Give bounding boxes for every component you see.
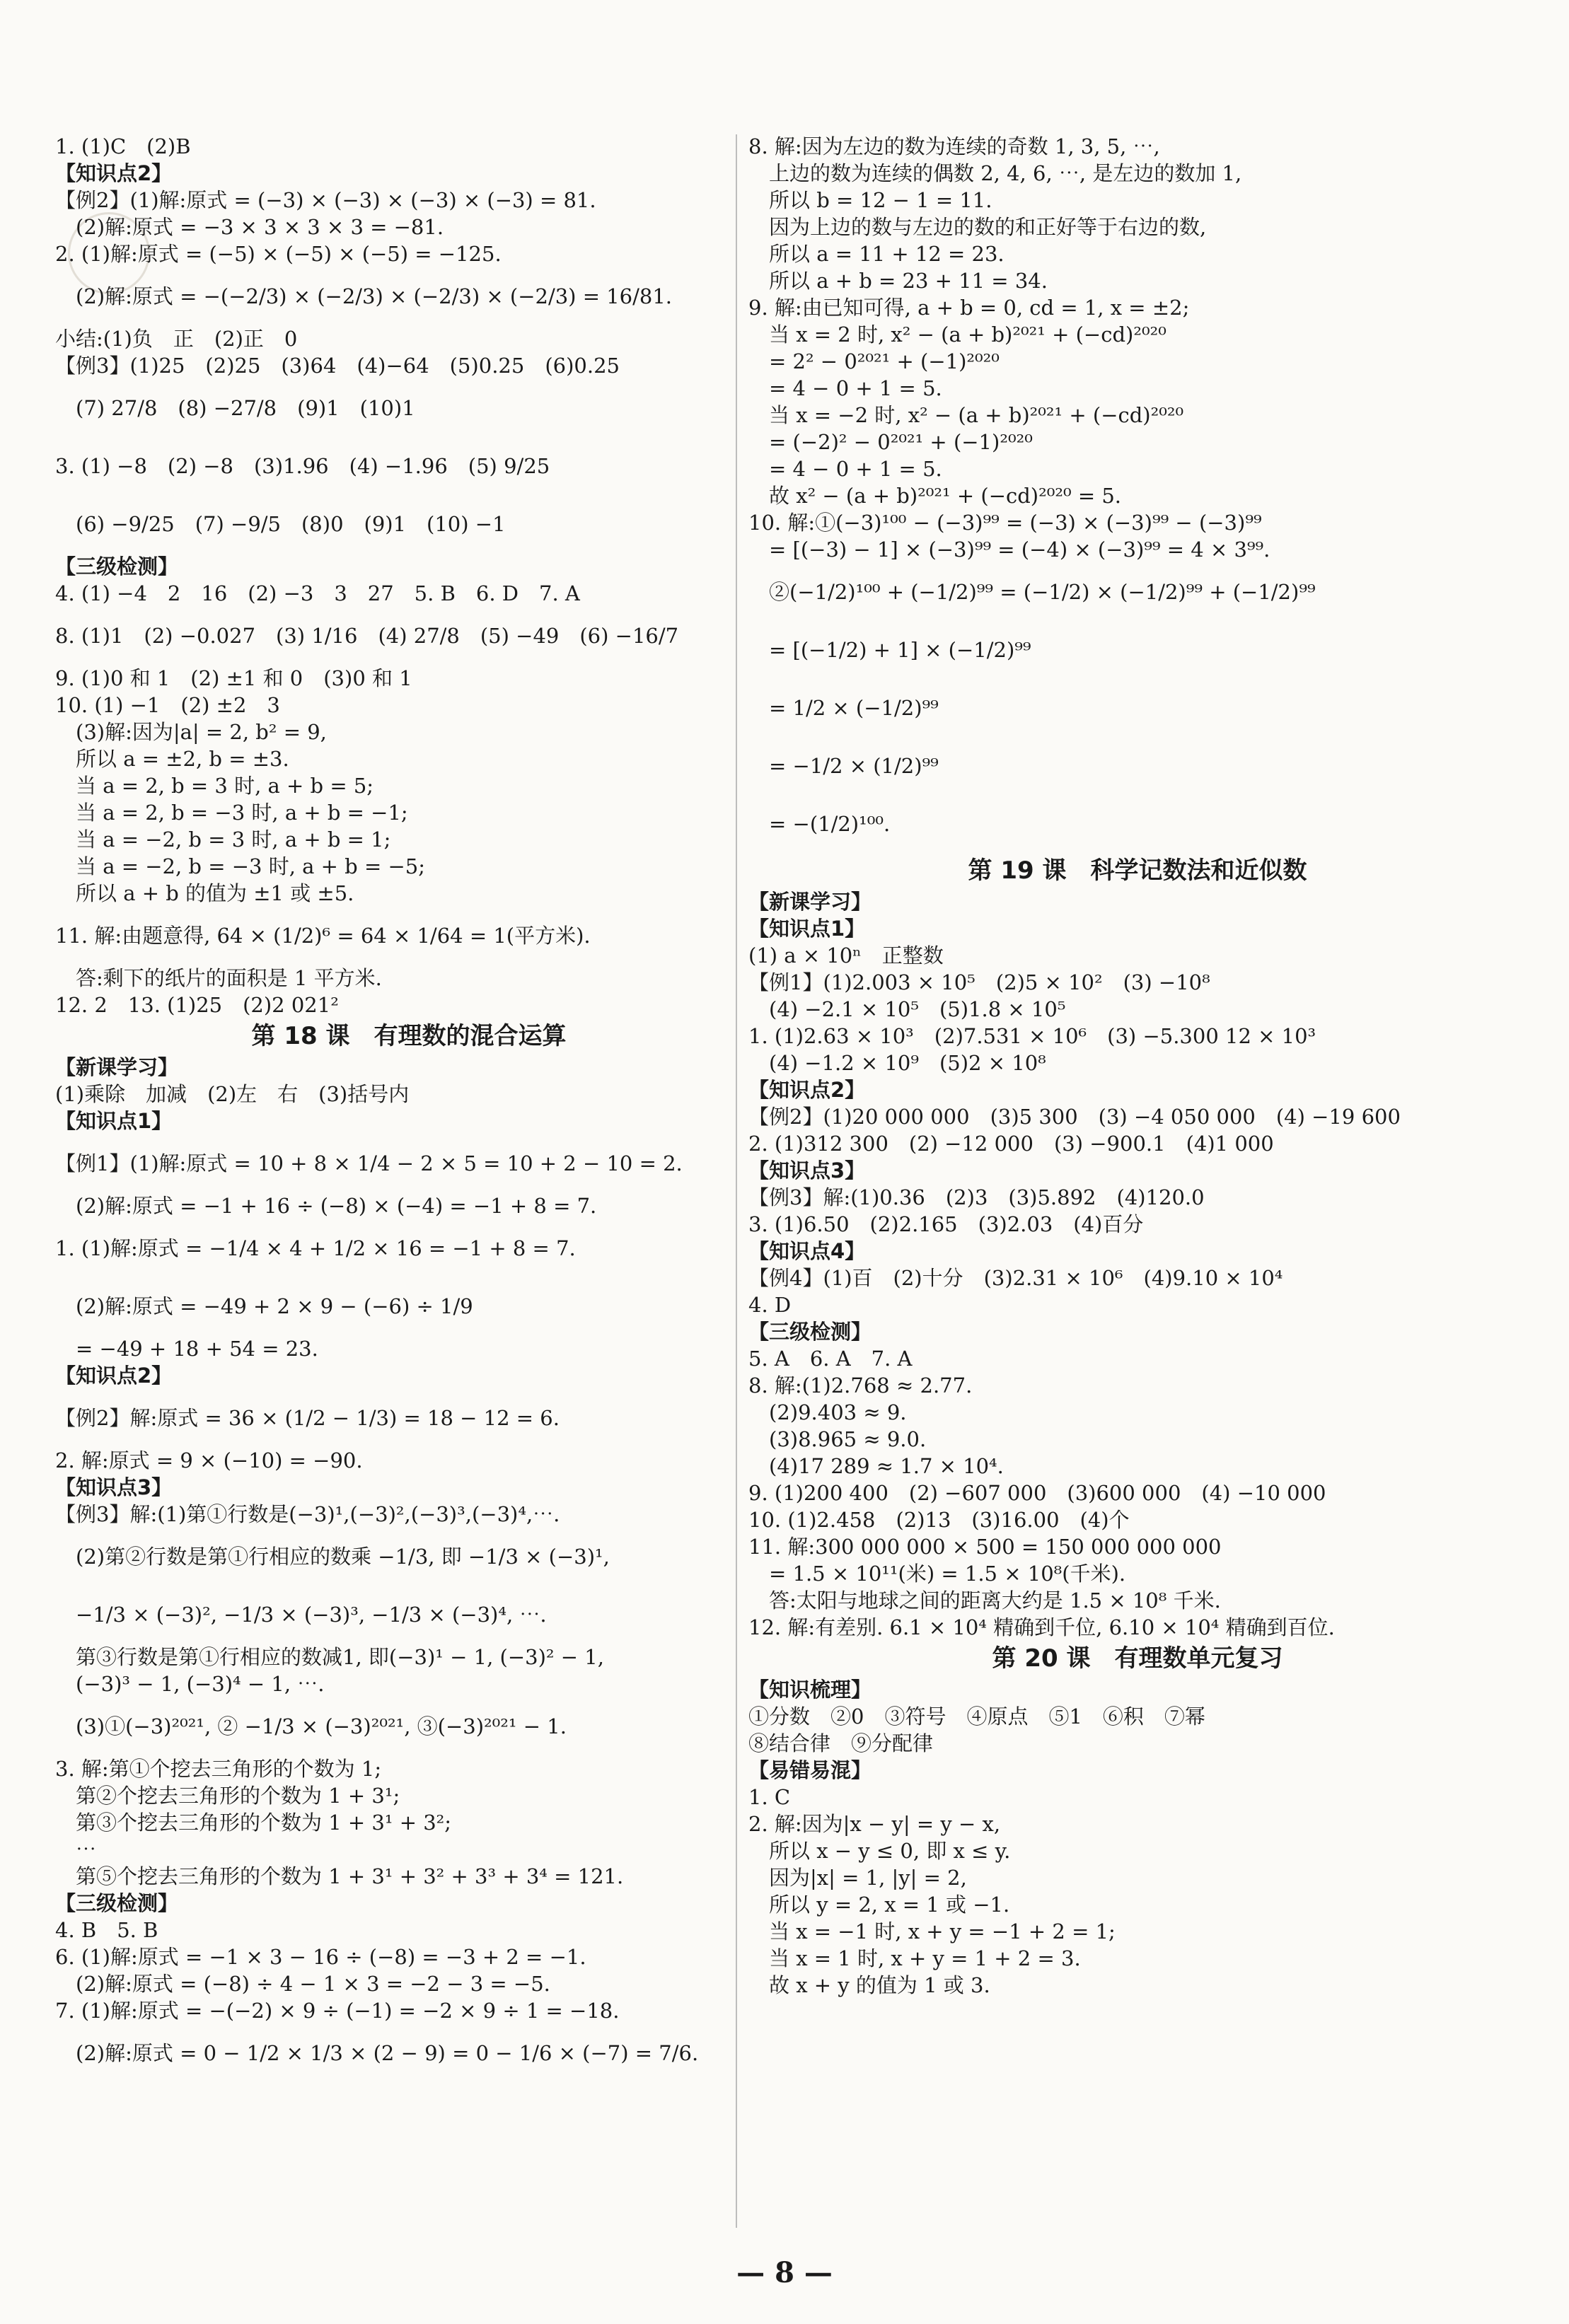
column-divider bbox=[736, 134, 737, 2228]
answer-line: 故 x + y 的值为 1 或 3. bbox=[748, 1973, 990, 1997]
answer-line: 当 a = 2, b = 3 时, a + b = 5; bbox=[55, 774, 374, 798]
answer-line: 3. (1) −8 (2) −8 (3)1.96 (4) −1.96 (5) 9/25 bbox=[55, 454, 550, 478]
answer-line: 第⑤个挖去三角形的个数为 1 + 3¹ + 3² + 3³ + 3⁴ = 121. bbox=[55, 1864, 624, 1888]
section-heading: 【易错易混】 bbox=[748, 1758, 872, 1782]
lesson-title: 第 20 课 有理数单元复习 bbox=[992, 1644, 1283, 1673]
answer-line: = −(1/2)¹⁰⁰. bbox=[748, 812, 891, 836]
answer-line: 故 x² − (a + b)²⁰²¹ + (−cd)²⁰²⁰ = 5. bbox=[748, 484, 1122, 508]
answer-line: 当 a = 2, b = −3 时, a + b = −1; bbox=[55, 801, 408, 825]
section-heading: 【知识点2】 bbox=[748, 1078, 866, 1102]
answer-line: 答:剩下的纸片的面积是 1 平方米. bbox=[55, 966, 382, 990]
answer-line: ⋯ bbox=[55, 1837, 97, 1861]
answer-line: 1. C bbox=[748, 1785, 791, 1809]
answer-line: (2)9.403 ≈ 9. bbox=[748, 1400, 907, 1424]
answer-line: (3)①(−3)²⁰²¹, ② −1/3 × (−3)²⁰²¹, ③(−3)²⁰²¹ − 1. bbox=[55, 1714, 567, 1738]
answer-line: 当 a = −2, b = 3 时, a + b = 1; bbox=[55, 827, 391, 852]
answer-line: 当 x = 2 时, x² − (a + b)²⁰²¹ + (−cd)²⁰²⁰ bbox=[748, 323, 1166, 347]
answer-line: 9. 解:由已知可得, a + b = 0, cd = 1, x = ±2; bbox=[748, 296, 1190, 320]
answer-line: 1. (1)C (2)B bbox=[55, 134, 191, 158]
answer-line: 3. (1)6.50 (2)2.165 (3)2.03 (4)百分 bbox=[748, 1212, 1144, 1236]
section-heading: 【三级检测】 bbox=[748, 1320, 872, 1344]
answer-line: 上边的数为连续的偶数 2, 4, 6, ⋯, 是左边的数加 1, bbox=[748, 161, 1242, 185]
answer-line: (1) a × 10ⁿ 正整数 bbox=[748, 943, 944, 968]
answer-line: (3)8.965 ≈ 9.0. bbox=[748, 1427, 927, 1451]
answer-line: 8. (1)1 (2) −0.027 (3) 1/16 (4) 27/8 (5) −49 (6) −16/7 bbox=[55, 624, 679, 648]
answer-line: 答:太阳与地球之间的距离大约是 1.5 × 10⁸ 千米. bbox=[748, 1588, 1221, 1613]
answer-line: 第②个挖去三角形的个数为 1 + 3¹; bbox=[55, 1784, 400, 1808]
answer-line: 9. (1)0 和 1 (2) ±1 和 0 (3)0 和 1 bbox=[55, 666, 412, 690]
answer-line: (3)解:因为|a| = 2, b² = 9, bbox=[55, 720, 327, 744]
answer-line: = 4 − 0 + 1 = 5. bbox=[748, 376, 942, 400]
answer-line: (6) −9/25 (7) −9/5 (8)0 (9)1 (10) −1 bbox=[55, 512, 506, 536]
answer-line: 所以 b = 12 − 1 = 11. bbox=[748, 188, 992, 212]
answer-line: (2)解:原式 = (−8) ÷ 4 − 1 × 3 = −2 − 3 = −5. bbox=[55, 1972, 550, 1996]
answer-line: 所以 a = ±2, b = ±3. bbox=[55, 747, 289, 771]
answer-line: (2)第②行数是第①行相应的数乘 −1/3, 即 −1/3 × (−3)¹, bbox=[55, 1545, 610, 1569]
answer-line: 所以 x − y ≤ 0, 即 x ≤ y. bbox=[748, 1839, 1011, 1863]
answer-line: 【例1】(1)解:原式 = 10 + 8 × 1/4 − 2 × 5 = 10 + 2 − 10 = 2. bbox=[55, 1151, 683, 1175]
right-column bbox=[748, 133, 1527, 1999]
answer-line: 【例3】解:(1)0.36 (2)3 (3)5.892 (4)120.0 bbox=[748, 1185, 1205, 1209]
answer-line: 所以 a = 11 + 12 = 23. bbox=[748, 242, 1004, 266]
answer-line: −1/3 × (−3)², −1/3 × (−3)³, −1/3 × (−3)⁴, ⋯. bbox=[55, 1603, 547, 1627]
answer-line: = 1/2 × (−1/2)⁹⁹ bbox=[748, 696, 939, 720]
answer-line: 12. 解:有差别. 6.1 × 10⁴ 精确到千位, 6.10 × 10⁴ 精确到百位. bbox=[748, 1615, 1335, 1639]
section-heading: 【知识点4】 bbox=[748, 1239, 866, 1263]
section-heading: 【知识点2】 bbox=[55, 161, 173, 185]
answer-line: 4. (1) −4 2 16 (2) −3 3 27 5. B 6. D 7. A bbox=[55, 581, 580, 605]
answer-line: (−3)³ − 1, (−3)⁴ − 1, ⋯. bbox=[55, 1672, 325, 1696]
answer-line: 8. 解:因为左边的数为连续的奇数 1, 3, 5, ⋯, bbox=[748, 134, 1160, 158]
answer-line: ②(−1/2)¹⁰⁰ + (−1/2)⁹⁹ = (−1/2) × (−1/2)⁹⁹ + (−1/2)⁹⁹ bbox=[748, 580, 1316, 604]
section-heading: 【知识梳理】 bbox=[748, 1678, 872, 1702]
page-number: — 8 — bbox=[736, 2256, 833, 2289]
answer-line: 当 x = −2 时, x² − (a + b)²⁰²¹ + (−cd)²⁰²⁰ bbox=[748, 403, 1184, 427]
answer-line: (7) 27/8 (8) −27/8 (9)1 (10)1 bbox=[55, 396, 415, 420]
answer-line: 当 x = −1 时, x + y = −1 + 2 = 1; bbox=[748, 1919, 1116, 1944]
answer-line: (1)乘除 加减 (2)左 右 (3)括号内 bbox=[55, 1082, 410, 1106]
answer-line: = −49 + 18 + 54 = 23. bbox=[55, 1337, 318, 1361]
answer-line: 第③行数是第①行相应的数减1, 即(−3)¹ − 1, (−3)² − 1, bbox=[55, 1645, 604, 1669]
answer-line: 【例2】(1)解:原式 = (−3) × (−3) × (−3) × (−3) = 81. bbox=[55, 188, 596, 212]
answer-line: 1. (1)解:原式 = −1/4 × 4 + 1/2 × 16 = −1 + 8 = 7. bbox=[55, 1236, 576, 1260]
answer-line: 因为|x| = 1, |y| = 2, bbox=[748, 1866, 967, 1890]
answer-line: = [(−1/2) + 1] × (−1/2)⁹⁹ bbox=[748, 638, 1031, 662]
answer-line: 10. (1)2.458 (2)13 (3)16.00 (4)个 bbox=[748, 1508, 1130, 1532]
answer-line: 【例3】解:(1)第①行数是(−3)¹,(−3)²,(−3)³,(−3)⁴,⋯. bbox=[55, 1502, 560, 1526]
answer-line: 因为上边的数与左边的数的和正好等于右边的数, bbox=[748, 215, 1207, 239]
section-heading: 【知识点3】 bbox=[55, 1475, 173, 1499]
answer-line: 2. (1)解:原式 = (−5) × (−5) × (−5) = −125. bbox=[55, 242, 502, 266]
section-heading: 【知识点3】 bbox=[748, 1158, 866, 1183]
answer-line: = 1.5 × 10¹¹(米) = 1.5 × 10⁸(千米). bbox=[748, 1562, 1126, 1586]
answer-line: 2. (1)312 300 (2) −12 000 (3) −900.1 (4)1 000 bbox=[748, 1132, 1274, 1156]
answer-line: = 2² − 0²⁰²¹ + (−1)²⁰²⁰ bbox=[748, 349, 1000, 373]
answer-line: = 4 − 0 + 1 = 5. bbox=[748, 457, 942, 481]
answer-line: (4) −2.1 × 10⁵ (5)1.8 × 10⁵ bbox=[748, 997, 1066, 1021]
answer-line: (2)解:原式 = −3 × 3 × 3 × 3 = −81. bbox=[55, 215, 444, 239]
answer-line: 8. 解:(1)2.768 ≈ 2.77. bbox=[748, 1373, 973, 1398]
answer-line: 2. 解:因为|x − y| = y − x, bbox=[748, 1812, 1001, 1836]
answer-line: 【例3】(1)25 (2)25 (3)64 (4)−64 (5)0.25 (6)0.25 bbox=[55, 354, 620, 378]
answer-line: 5. A 6. A 7. A bbox=[748, 1347, 913, 1371]
answer-line: (2)解:原式 = −(−2/3) × (−2/3) × (−2/3) × (−2/3) = 16/81. bbox=[55, 284, 673, 308]
answer-line: 第③个挖去三角形的个数为 1 + 3¹ + 3²; bbox=[55, 1811, 452, 1835]
answer-line: (4) −1.2 × 10⁹ (5)2 × 10⁸ bbox=[748, 1051, 1046, 1075]
answer-line: 3. 解:第①个挖去三角形的个数为 1; bbox=[55, 1757, 382, 1781]
answer-line: 2. 解:原式 = 9 × (−10) = −90. bbox=[55, 1448, 363, 1472]
answer-line: 所以 a + b 的值为 ±1 或 ±5. bbox=[55, 881, 354, 905]
answer-line: 【例4】(1)百 (2)十分 (3)2.31 × 10⁶ (4)9.10 × 10⁴ bbox=[748, 1266, 1283, 1290]
answer-line: 7. (1)解:原式 = −(−2) × 9 ÷ (−1) = −2 × 9 ÷ 1 = −18. bbox=[55, 1999, 620, 2023]
section-heading: 【新课学习】 bbox=[748, 890, 872, 914]
answer-line: (4)17 289 ≈ 1.7 × 10⁴. bbox=[748, 1454, 1004, 1478]
answer-line: ①分数 ②0 ③符号 ④原点 ⑤1 ⑥积 ⑦幂 bbox=[748, 1704, 1205, 1729]
answer-line: = −1/2 × (1/2)⁹⁹ bbox=[748, 754, 939, 778]
answer-line: 10. 解:①(−3)¹⁰⁰ − (−3)⁹⁹ = (−3) × (−3)⁹⁹ − (−3)⁹⁹ bbox=[748, 511, 1262, 535]
answer-line: ⑧结合律 ⑨分配律 bbox=[748, 1731, 934, 1755]
answer-line: 当 x = 1 时, x + y = 1 + 2 = 3. bbox=[748, 1946, 1081, 1970]
answer-line: 4. D bbox=[748, 1293, 792, 1317]
answer-line: (2)解:原式 = −49 + 2 × 9 − (−6) ÷ 1/9 bbox=[55, 1294, 473, 1318]
answer-line: 4. B 5. B bbox=[55, 1918, 158, 1942]
answer-line: 6. (1)解:原式 = −1 × 3 − 16 ÷ (−8) = −3 + 2 = −1. bbox=[55, 1945, 586, 1969]
answer-line: 9. (1)200 400 (2) −607 000 (3)600 000 (4) −10 000 bbox=[748, 1481, 1326, 1505]
lesson-title: 第 19 课 科学记数法和近似数 bbox=[968, 856, 1307, 885]
section-heading: 【知识点2】 bbox=[55, 1364, 173, 1388]
answer-line: 12. 2 13. (1)25 (2)2 021² bbox=[55, 993, 339, 1017]
answer-line: 小结:(1)负 正 (2)正 0 bbox=[55, 327, 298, 351]
answer-line: = (−2)² − 0²⁰²¹ + (−1)²⁰²⁰ bbox=[748, 430, 1033, 454]
answer-line: = [(−3) − 1] × (−3)⁹⁹ = (−4) × (−3)⁹⁹ = 4 × 3⁹⁹. bbox=[748, 538, 1270, 562]
lesson-title: 第 18 课 有理数的混合运算 bbox=[251, 1022, 567, 1050]
answer-line: 1. (1)2.63 × 10³ (2)7.531 × 10⁶ (3) −5.300 12 × 10³ bbox=[748, 1024, 1316, 1048]
answer-line: 10. (1) −1 (2) ±2 3 bbox=[55, 693, 280, 717]
section-heading: 【新课学习】 bbox=[55, 1055, 179, 1079]
section-heading: 【知识点1】 bbox=[748, 917, 866, 941]
answer-line: (2)解:原式 = −1 + 16 ÷ (−8) × (−4) = −1 + 8 = 7. bbox=[55, 1194, 597, 1218]
left-column bbox=[55, 133, 763, 2082]
section-heading: 【知识点1】 bbox=[55, 1109, 173, 1133]
answer-line: 当 a = −2, b = −3 时, a + b = −5; bbox=[55, 854, 425, 878]
answer-line: 11. 解:300 000 000 × 500 = 150 000 000 000 bbox=[748, 1535, 1222, 1559]
answer-line: 11. 解:由题意得, 64 × (1/2)⁶ = 64 × 1/64 = 1(平方米). bbox=[55, 924, 591, 948]
section-heading: 【三级检测】 bbox=[55, 554, 179, 579]
answer-line: 【例2】解:原式 = 36 × (1/2 − 1/3) = 18 − 12 = 6. bbox=[55, 1406, 560, 1430]
section-heading: 【三级检测】 bbox=[55, 1891, 179, 1915]
answer-line: 所以 a + b = 23 + 11 = 34. bbox=[748, 269, 1048, 293]
answer-line: 【例1】(1)2.003 × 10⁵ (2)5 × 10² (3) −10⁸ bbox=[748, 970, 1210, 994]
answer-line: 所以 y = 2, x = 1 或 −1. bbox=[748, 1893, 1010, 1917]
answer-line: 【例2】(1)20 000 000 (3)5 300 (3) −4 050 000 (4) −19 600 bbox=[748, 1105, 1401, 1129]
answer-line: (2)解:原式 = 0 − 1/2 × 1/3 × (2 − 9) = 0 − 1/6 × (−7) = 7/6. bbox=[55, 2041, 699, 2065]
